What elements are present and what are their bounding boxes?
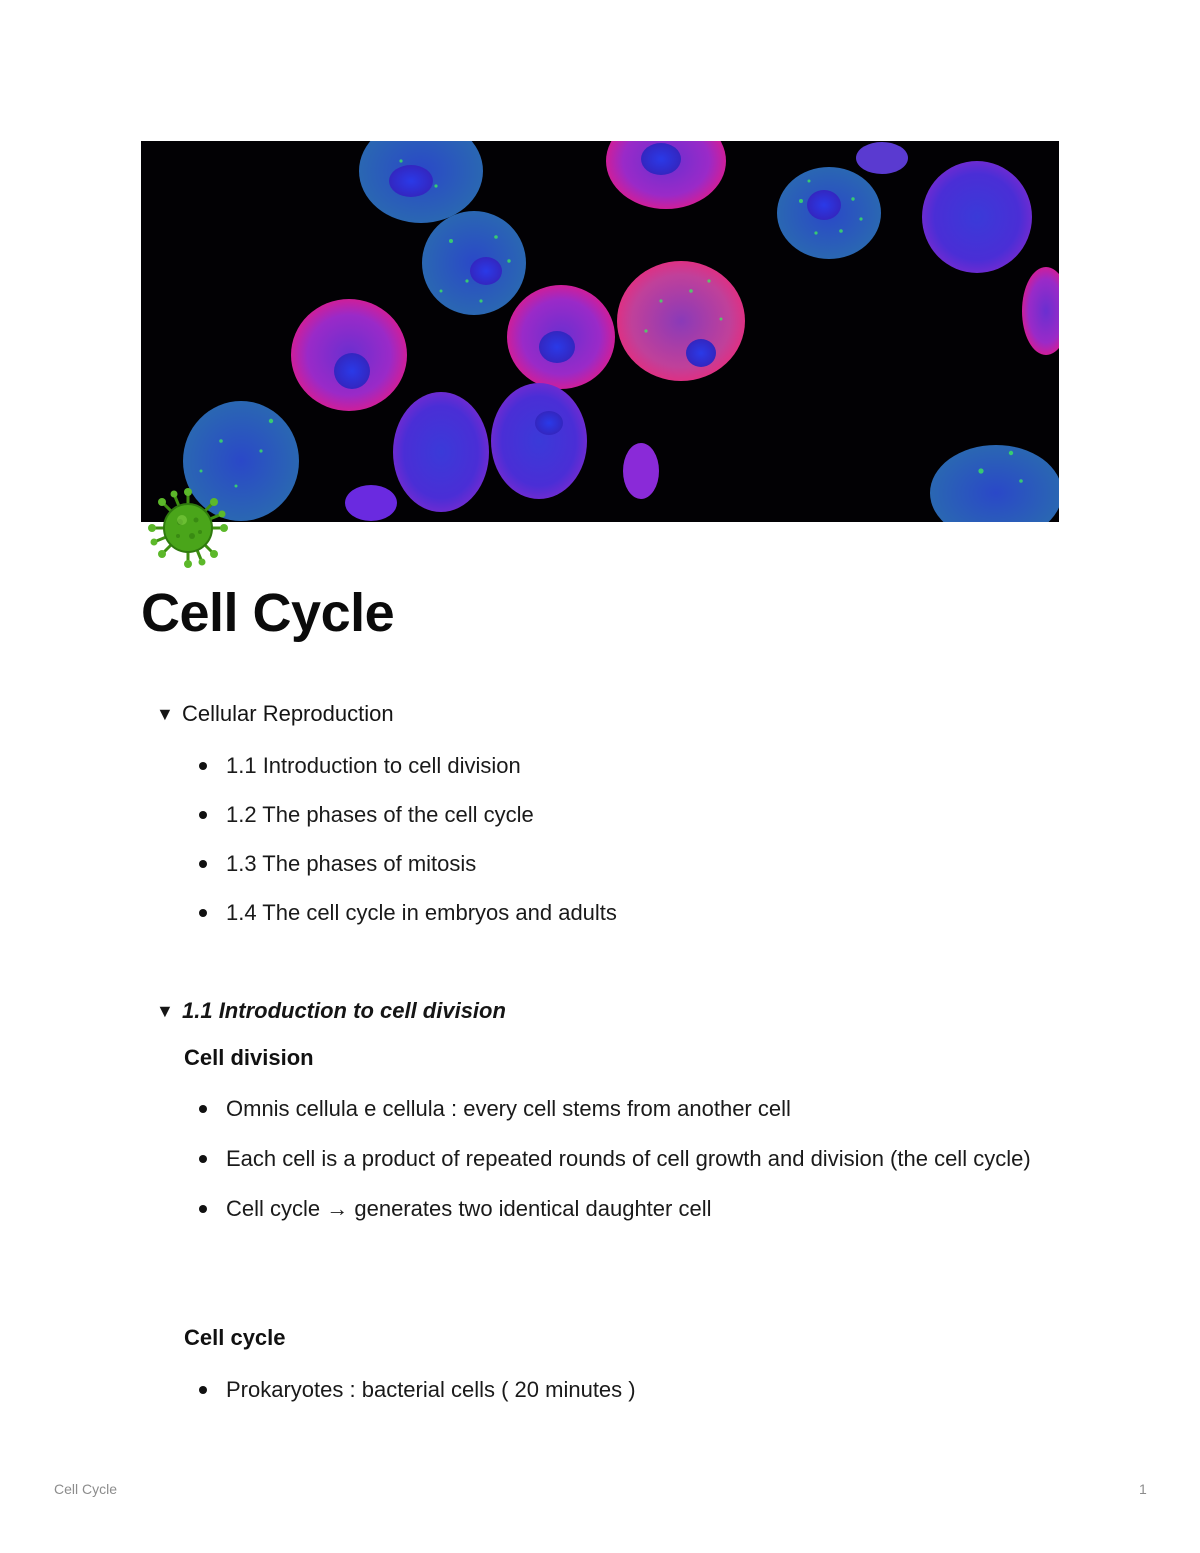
list-item: Each cell is a product of repeated rounds of cell growth and division (the cell cycle)	[196, 1141, 1046, 1176]
toc-item: 1.2 The phases of the cell cycle	[196, 797, 617, 832]
list-item: Omnis cellula e cellula : every cell stems from another cell	[196, 1091, 1046, 1126]
page-title: Cell Cycle	[141, 583, 395, 643]
subheading-cell-cycle: Cell cycle	[184, 1325, 286, 1350]
toggle-label: 1.1 Introduction to cell division	[182, 998, 506, 1023]
toggle-cellular-reproduction[interactable]	[156, 701, 394, 727]
cell-cycle-list	[196, 1372, 636, 1407]
list-item: Prokaryotes : bacterial cells ( 20 minutes )	[196, 1372, 636, 1407]
cover-image	[141, 141, 1059, 522]
toggle-label: Cellular Reproduction	[182, 701, 394, 726]
toc-item: 1.3 The phases of mitosis	[196, 846, 617, 881]
toggle-triangle-icon[interactable]: ▼	[156, 1000, 174, 1021]
footer-document-title: Cell Cycle	[54, 1481, 118, 1497]
cell-division-list	[196, 1091, 1046, 1226]
virus-icon[interactable]	[146, 486, 230, 570]
cell-micrograph	[141, 141, 1059, 522]
subheading-cell-division: Cell division	[184, 1045, 314, 1070]
footer-page-number: 1	[1139, 1481, 1147, 1497]
toc-list	[196, 748, 617, 930]
virus-icon-graphic	[146, 486, 230, 570]
toggle-section-1-1[interactable]	[156, 998, 506, 1024]
toc-item: 1.4 The cell cycle in embryos and adults	[196, 895, 617, 930]
toggle-triangle-icon[interactable]: ▼	[156, 703, 174, 724]
list-item: Cell cycle → generates two identical daughter cell	[196, 1191, 1046, 1226]
toc-item: 1.1 Introduction to cell division	[196, 748, 617, 783]
